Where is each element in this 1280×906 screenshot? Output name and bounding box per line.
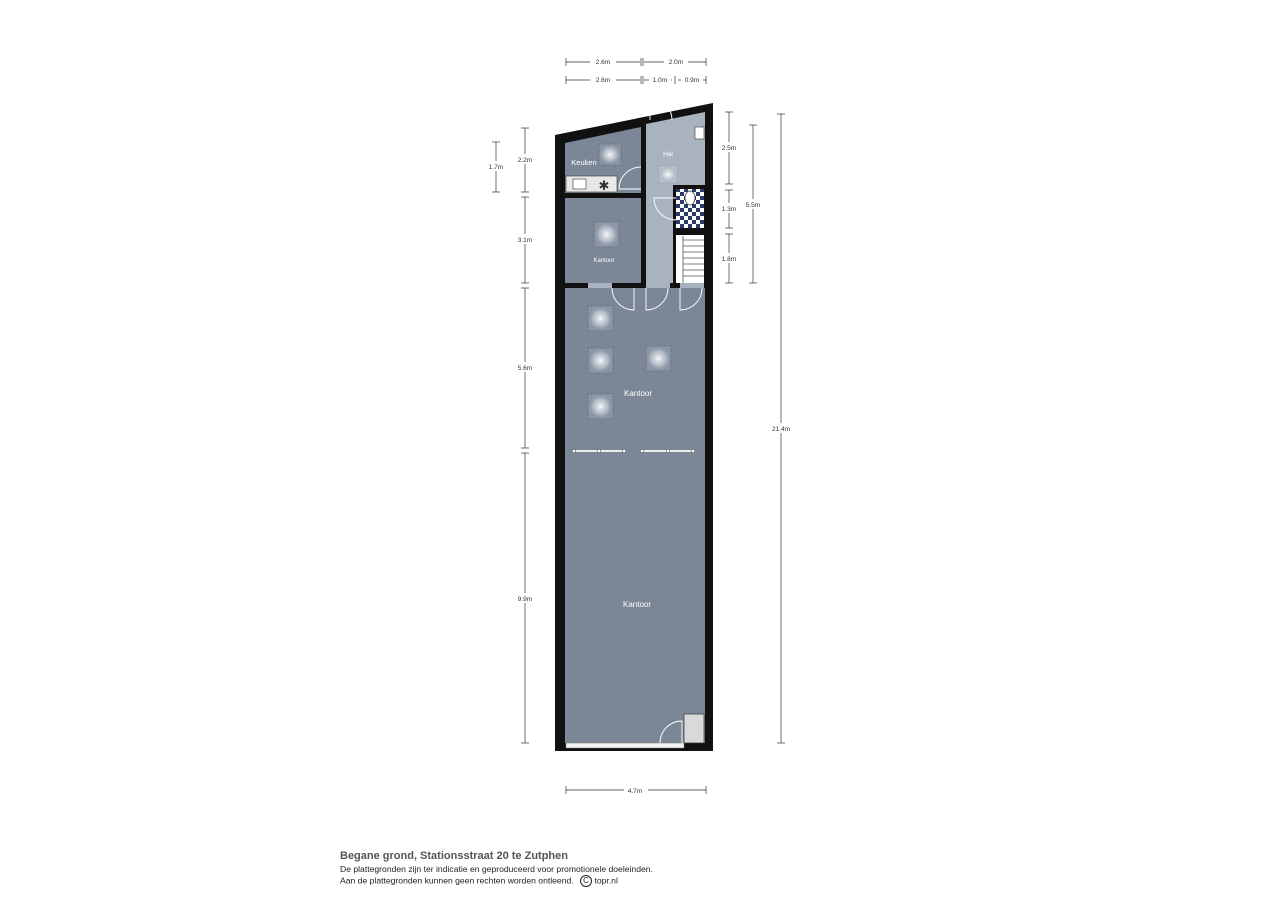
room-kantoor-large (565, 288, 705, 743)
sink-icon (573, 179, 586, 189)
light-icon (588, 348, 613, 373)
dim-top-row1-left: 2.6m (595, 59, 611, 66)
dim-right-hal: 2.5m (721, 145, 737, 152)
room-label-keuken: Keuken (571, 158, 597, 167)
caption-disclaimer-2-text: Aan de plattegronden kunnen geen rechten worden ontleend. (340, 875, 574, 886)
light-icon (588, 394, 613, 419)
room-label-kantoor-mid: Kantoor (623, 389, 653, 398)
caption-title: Begane grond, Stationsstraat 20 te Zutphen (340, 850, 568, 862)
dim-top-row2-mid: 1.0m (652, 77, 668, 84)
dim-bottom-width: 4.7m (627, 788, 643, 795)
hal-sink-icon (695, 127, 704, 139)
caption-disclaimer-1: De plattegronden zijn ter indicatie en geproduceerd voor promotionele doeleinden. (340, 864, 653, 874)
dim-top-row2-left: 2.6m (595, 77, 611, 84)
toilet-icon (685, 191, 695, 205)
plan-caption (340, 849, 900, 887)
light-icon (594, 222, 619, 247)
dim-left-kantoor-small: 3.1m (517, 237, 533, 244)
dim-left-kantoor-mid: 5.6m (517, 365, 533, 372)
room-label-hal: Hal (663, 151, 673, 158)
stove-icon: ✱ (598, 179, 610, 194)
dim-left-kantoor-large: 9.9m (517, 596, 533, 603)
room-label-kantoor-small: Kantoor (593, 258, 615, 264)
room-label-kantoor-large: Kantoor (622, 600, 652, 609)
dim-right-toilet: 1.3m (721, 206, 737, 213)
front-window (566, 743, 684, 748)
dim-right-total: 21.4m (771, 426, 791, 433)
dim-top-row1-right: 2.0m (668, 59, 684, 66)
meter-cupboard (684, 714, 704, 743)
light-icon (646, 346, 671, 371)
copyright-icon: C (580, 875, 592, 887)
caption-disclaimer-2 (340, 875, 900, 887)
dim-right-stairs: 1.8m (721, 256, 737, 263)
dim-top-row2-right: 0.9m (684, 77, 700, 84)
light-icon (599, 144, 621, 165)
light-icon (588, 306, 613, 331)
brand-label: topr.nl (594, 875, 618, 886)
dim-right-total-front: 5.5m (745, 202, 761, 209)
dim-left-keuken-2: 1.7m (488, 164, 504, 171)
dim-left-keuken-1: 2.2m (517, 157, 533, 164)
door-openings (588, 283, 704, 288)
light-icon (659, 166, 677, 183)
